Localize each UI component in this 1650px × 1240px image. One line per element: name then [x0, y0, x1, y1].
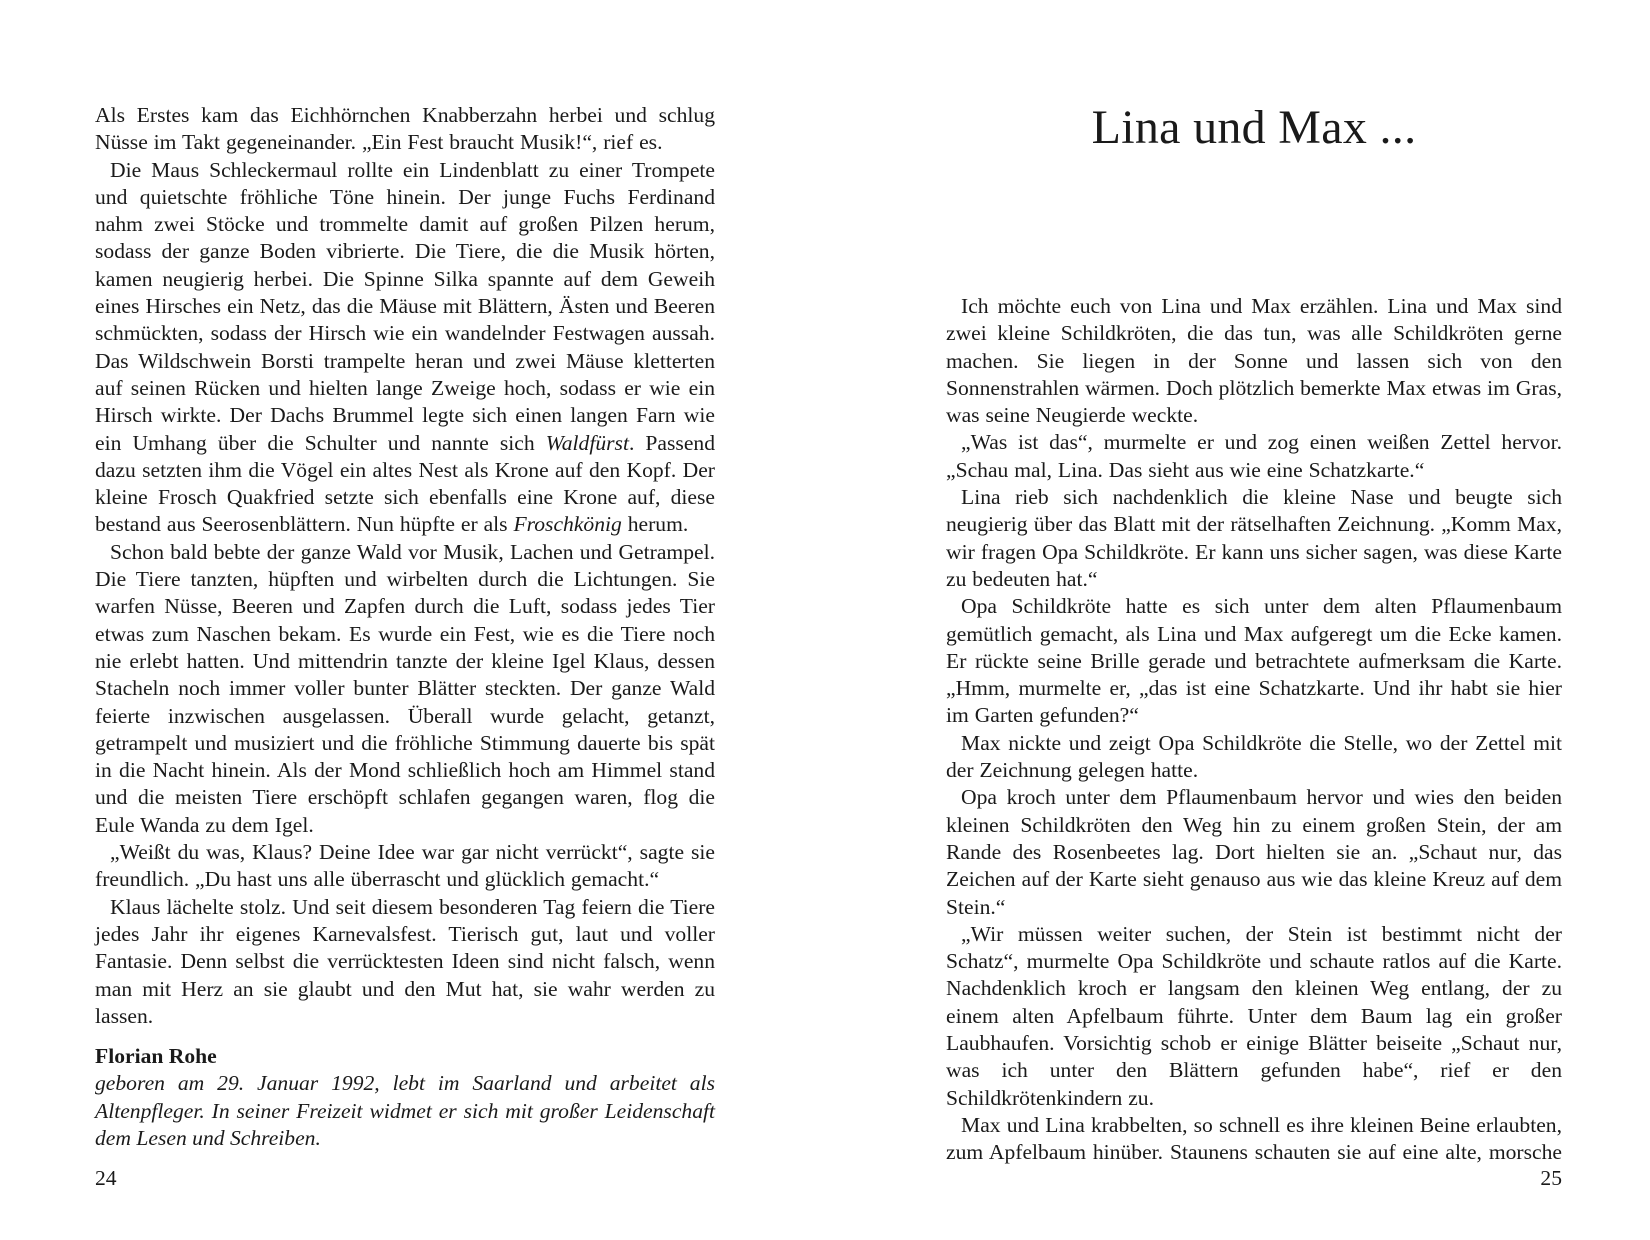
- author-info: [95, 1043, 715, 1152]
- page-number-left: 24: [95, 1166, 117, 1190]
- paragraph: Max und Lina krabbelten, so schnell es ihre kleinen Beine erlaubten, zum Apfelbaum hinüber. Staunens schauten sie auf eine alte, morsche: [946, 1112, 1562, 1165]
- paragraph: Max nickte und zeigt Opa Schildkröte die Stelle, wo der Zettel mit der Zeichnung gelegen hatte.: [946, 730, 1562, 783]
- italic-term-waldfuerst: Waldfürst: [545, 430, 629, 455]
- right-page-text: [946, 293, 1562, 1167]
- left-page: [95, 0, 715, 1240]
- paragraph: „Wir müssen weiter suchen, der Stein ist bestimmt nicht der Schatz“, murmelte Opa Schildkröte und schaute ratlos auf die Karte. Nachdenklich kroch er langsam den kleinen Weg entlang, der zu einem alten Apfelbaum führte. Unter dem Baum lag ein großer Laubhaufen. Vorsichtig schob er einige Blätter beiseite „Schaut nur, was ich unter den Blättern gefunden habe“, rief er den Schildkrötenkindern zu.: [946, 921, 1562, 1110]
- paragraph: Lina rieb sich nachdenklich die kleine Nase und beugte sich neugierig über das Blatt mit der rätselhaften Zeichnung. „Komm Max, wir fragen Opa Schildkröte. Er kann uns sicher sagen, was diese Karte zu bedeuten hat.“: [946, 485, 1562, 591]
- paragraph: „Was ist das“, murmelte er und zog einen weißen Zettel hervor. „Schau mal, Lina. Das sieht aus wie eine Schatzkarte.“: [946, 430, 1562, 482]
- paragraph: Ich möchte euch von Lina und Max erzählen. Lina und Max sind zwei kleine Schildkröten, die das tun, was alle Schildkröten gerne machen. Sie liegen in der Sonne und lassen sich von den Sonnenstrahlen wärmen. Doch plötzlich bemerkte Max etwas im Gras, was seine Neugierde weckte.: [946, 294, 1562, 428]
- paragraph: Schon bald bebte der ganze Wald vor Musik, Lachen und Getrampel. Die Tiere tanzten, hüpften und wirbelten durch die Lichtungen. Sie warfen Nüsse, Beeren und Zapfen durch die Luft, sodass jedes Tier etwas zum Naschen bekam. Es wurde ein Fest, wie es die Tiere noch nie erlebt hatten. Und mittendrin tanzte der kleine Igel Klaus, dessen Stacheln noch immer voller bunter Blätter steckten. Der ganze Wald feierte inzwischen ausgelassen. Überall wurde gelacht, getanzt, getrampelt und musiziert und die fröhliche Stimmung dauerte bis spät in die Nacht hinein. Als der Mond schließlich hoch am Himmel stand und die meisten Tiere erschöpft schlafen gegangen waren, flog die Eule Wanda zu dem Igel.: [95, 539, 715, 837]
- chapter-title: Lina und Max ...: [1091, 101, 1417, 154]
- right-page: [946, 0, 1562, 1240]
- italic-term-froschkoenig: Froschkönig: [513, 512, 622, 537]
- paragraph: Klaus lächelte stolz. Und seit diesem besonderen Tag feiern die Tiere jedes Jahr ihr eigenes Karnevalsfest. Tierisch gut, laut und voller Fantasie. Denn selbst die verrücktesten Ideen sind nicht falsch, wenn man mit Herz an sie glaubt und den Mut hat, sie wahr werden zu lassen.: [95, 894, 715, 1028]
- paragraph: Die Maus Schleckermaul rollte ein Lindenblatt zu einer Trompete und quietschte fröhliche Töne hinein. Der junge Fuchs Ferdinand nahm zwei Stöcke und trommelte damit auf großen Pilzen herum, sodass der ganze Boden vibrierte. Die Tiere, die die Musik hörten, kamen neugierig herbei. Die Spinne Silka spannte auf dem Geweih eines Hirsches ein Netz, das die Mäuse mit Blättern, Ästen und Beeren schmückten, sodass der Hirsch wie ein wandelnder Festwagen aussah. Das Wildschwein Borsti trampelte heran und zwei Mäuse kletterten auf seinen Rücken und hielten lange Zweige hoch, sodass er wie ein Hirsch wirkte. Der Dachs Brummel legte sich einen langen Farn wie ein Umhang über die Schulter und nannte sich Waldfürst. Passend dazu setzten ihm die Vögel ein altes Nest als Krone auf den Kopf. Der kleine Frosch Quakfried setzte sich ebenfalls eine Krone auf, diese bestand aus Seerosenblättern. Nun hüpfte er als Froschkönig herum.: [95, 157, 715, 537]
- author-bio: geboren am 29. Januar 1992, lebt im Saarland und arbeitet als Altenpfleger. In seiner Freizeit widmet er sich mit großer Leidenschaft dem Lesen und Schreiben.: [95, 1071, 715, 1150]
- author-name: Florian Rohe: [95, 1044, 217, 1068]
- left-page-text: [95, 102, 715, 1030]
- paragraph: Als Erstes kam das Eichhörnchen Knabberzahn herbei und schlug Nüsse im Takt gegeneinander. „Ein Fest braucht Musik!“, rief es.: [95, 103, 715, 155]
- paragraph: Opa kroch unter dem Pflaumenbaum hervor und wies den beiden kleinen Schildkröten den Weg hin zu einem großen Stein, der am Rande des Rosenbeetes lag. Dort hielten sie an. „Schaut nur, das Zeichen auf der Karte sieht genauso aus wie das kleine Kreuz auf dem Stein.“: [946, 785, 1562, 919]
- paragraph: Opa Schildkröte hatte es sich unter dem alten Pflaumenbaum gemütlich gemacht, als Lina und Max aufgeregt um die Ecke kamen. Er rückte seine Brille gerade und betrachtete aufmerksam die Karte. „Hmm, murmelte er, „das ist eine Schatzkarte. Und ihr habt sie hier im Garten gefunden?“: [946, 594, 1562, 728]
- paragraph: „Weißt du was, Klaus? Deine Idee war gar nicht verrückt“, sagte sie freundlich. „Du hast uns alle überrascht und glücklich gemacht.“: [95, 840, 715, 892]
- page-number-right: 25: [1540, 1166, 1562, 1190]
